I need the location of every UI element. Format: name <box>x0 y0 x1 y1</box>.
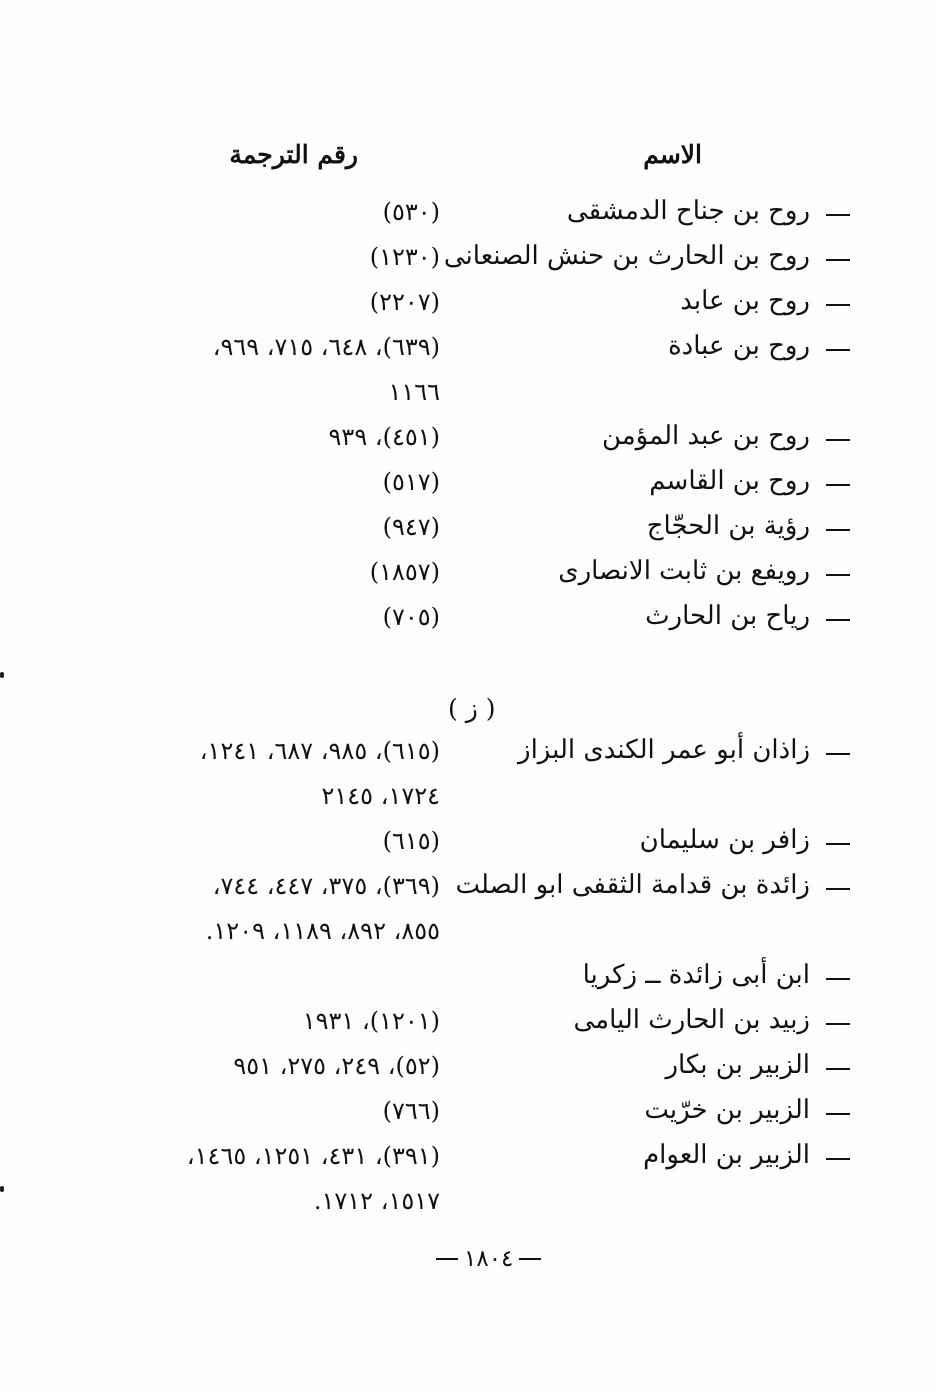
entry-dash <box>826 1113 850 1115</box>
index-entry <box>0 329 936 374</box>
entry-numbers: (٦١٥) <box>382 827 440 855</box>
index-entry <box>0 1048 936 1093</box>
index-entry <box>0 1093 936 1138</box>
entry-name: روح بن عبد المؤمن <box>601 421 810 451</box>
index-entry <box>0 554 936 599</box>
entry-dash <box>826 888 850 890</box>
entry-numbers: (١٨٥٧) <box>369 558 440 586</box>
entry-dash <box>826 1068 850 1070</box>
entry-numbers: (٥٢)، ٢٤٩، ٢٧٥، ٩٥١ <box>233 1052 440 1080</box>
index-entry <box>0 1003 936 1048</box>
entry-dash <box>826 214 850 216</box>
footer-dash-right <box>519 1258 541 1260</box>
entry-dash <box>826 1158 850 1160</box>
entry-dash <box>826 1023 850 1025</box>
entry-numbers: (٢٢٠٧) <box>369 288 440 316</box>
number-column-header: رقم الترجمة <box>229 140 358 169</box>
entry-name: روح بن جناح الدمشقى <box>566 196 810 226</box>
entry-name: زبيد بن الحارث اليامى <box>573 1005 810 1035</box>
entry-numbers-continued: ١٥١٧، ١٧١٢. <box>313 1187 440 1215</box>
index-entry <box>0 509 936 554</box>
entry-numbers: (٣٦٩)، ٣٧٥، ٤٤٧، ٧٤٤، <box>212 872 440 900</box>
entry-name: رويفع بن ثابت الانصارى <box>558 556 810 586</box>
index-entry <box>0 1138 936 1183</box>
name-column-header: الاسم <box>643 140 702 169</box>
entry-dash <box>826 753 850 755</box>
section-heading-zay: ( ز ) <box>448 694 496 723</box>
index-entry <box>0 958 936 1003</box>
entry-numbers: (٧٠٥) <box>382 603 440 631</box>
entry-name: ابن أبى زائدة ــ زكريا <box>582 960 810 990</box>
entry-dash <box>826 978 850 980</box>
entry-name: الزبير بن بكار <box>665 1050 810 1080</box>
entry-name: روح بن الحارث بن حنش الصنعانى <box>443 241 810 271</box>
entry-numbers: (٩٤٧) <box>382 513 440 541</box>
scan-speck <box>0 1186 4 1192</box>
page-footer <box>436 1246 541 1272</box>
entry-dash <box>826 349 850 351</box>
entry-numbers-continued: ١٧٢٤، ٢١٤٥ <box>321 782 440 810</box>
entry-name: رؤية بن الحجّاج <box>646 511 810 541</box>
page-number: ١٨٠٤ <box>464 1246 514 1272</box>
index-entry-continuation <box>0 374 936 419</box>
index-entry <box>0 823 936 868</box>
entry-numbers: (٦٣٩)، ٦٤٨، ٧١٥، ٩٦٩، <box>212 333 440 361</box>
entry-numbers: (٥٣٠) <box>382 198 440 226</box>
entry-numbers: (٧٦٦) <box>382 1097 440 1125</box>
entry-numbers: (٤٥١)، ٩٣٩ <box>328 423 440 451</box>
entry-dash <box>826 484 850 486</box>
entry-dash <box>826 259 850 261</box>
entry-dash <box>826 843 850 845</box>
entry-name: رياح بن الحارث <box>645 601 810 631</box>
entry-dash <box>826 574 850 576</box>
entry-numbers-continued: ١١٦٦ <box>388 378 440 406</box>
entry-numbers-continued: ٨٥٥، ٨٩٢، ١١٨٩، ١٢٠٩. <box>205 917 440 945</box>
entry-dash <box>826 439 850 441</box>
entry-name: الزبير بن العوام <box>643 1140 810 1170</box>
index-entry-continuation <box>0 913 936 958</box>
index-entry <box>0 194 936 239</box>
footer-dash-left <box>436 1258 458 1260</box>
entry-name: روح بن عابد <box>680 286 810 316</box>
entry-numbers: (٦١٥)، ٩٨٥، ٦٨٧، ١٢٤١، <box>199 737 440 765</box>
index-entry <box>0 419 936 464</box>
index-entry <box>0 599 936 644</box>
entry-dash <box>826 304 850 306</box>
entry-name: زاذان أبو عمر الكندى البزاز <box>518 735 810 765</box>
index-entry <box>0 733 936 778</box>
entry-dash <box>826 619 850 621</box>
index-entry <box>0 868 936 913</box>
entry-name: زائدة بن قدامة الثقفى ابو الصلت <box>455 870 810 900</box>
index-entry <box>0 239 936 284</box>
entry-numbers: (١٢٣٠) <box>369 243 440 271</box>
entry-name: زافر بن سليمان <box>639 825 810 855</box>
index-entry <box>0 464 936 509</box>
index-entry <box>0 284 936 329</box>
entry-numbers: (٥١٧) <box>382 468 440 496</box>
entry-numbers: (١٢٠١)، ١٩٣١ <box>302 1007 440 1035</box>
entry-numbers: (٣٩١)، ٤٣١، ١٢٥١، ١٤٦٥، <box>186 1142 440 1170</box>
entry-name: روح بن القاسم <box>649 466 810 496</box>
index-entry-continuation <box>0 1183 936 1228</box>
entry-name: الزبير بن خرّيت <box>644 1095 810 1125</box>
scan-speck <box>0 672 4 678</box>
entry-name: روح بن عبادة <box>668 331 810 361</box>
index-entry-continuation <box>0 778 936 823</box>
section-gap <box>0 644 936 688</box>
entry-dash <box>826 529 850 531</box>
